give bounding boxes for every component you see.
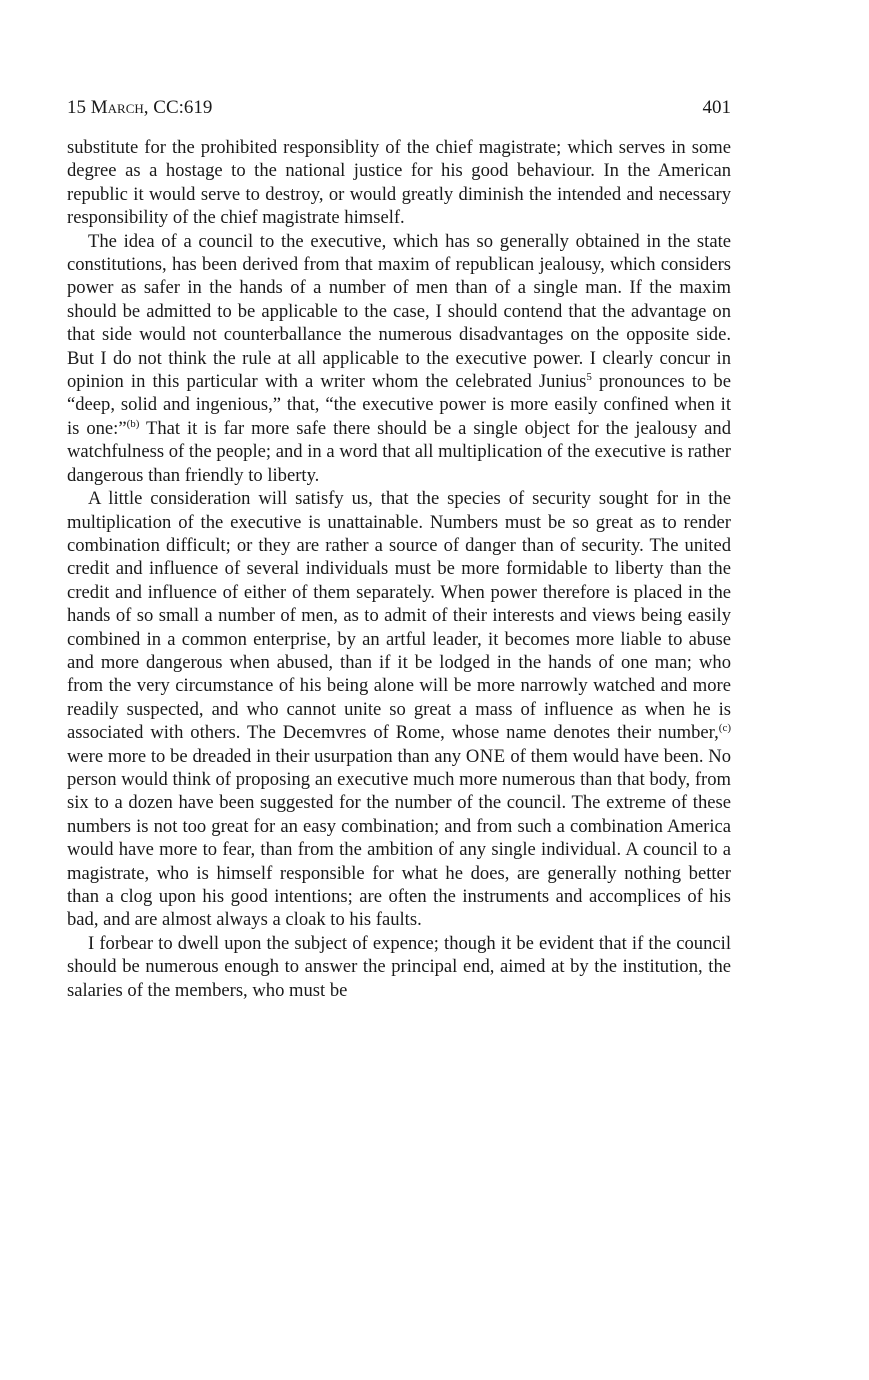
header-cc-reference: , CC:619 [143,97,213,118]
paragraph-continued: substitute for the prohibited responsiblity of the chief magistrate; which serves in some degree as a hostage to the national justice for his good behaviour. In the American republic it would serve to destroy, or would greatly diminish the intended and necessary responsibility of the chief magistrate himself. [67,137,731,229]
paragraph-text: That it is far more safe there should be a single object for the jealousy and watchfulness of the people; and in a word that all multiplication of the executive is rather dangerous than friendly to liberty. [67,417,731,486]
paragraph-security [67,487,731,932]
header-date: 15 [67,97,91,118]
paragraph-expence: I forbear to dwell upon the subject of expence; though it be evident that if the council should be numerous enough to answer the principal end, aimed at by the institution, the salaries of the members, who must be [67,932,731,1001]
running-head-reference [67,96,212,120]
paragraph-text: A little consideration will satisfy us, that the species of security sought for in the multiplication of the executive is unattainable. Numbers must be so great as to render combination difficult; or they are rather a source of danger than of security. The united credit and influence of several individuals must be more formidable to liberty than the credit and influence of either of them separately. When power therefore is placed in the hands of so small a number of men, as to admit of their interests and views being easily combined in a common enterprise, by an artful leader, it becomes more liable to abuse and more dangerous when abused, than if it be lodged in the hands of one man; who from the very circumstance of his being alone will be more narrowly watched and more readily suspected, and who cannot unite so great a mass of influence as when he is associated with others. The Decemvres of Rome, whose name denotes their number, [67,488,731,744]
running-head [67,96,731,136]
body-text [67,136,731,1002]
header-month: March [90,97,144,118]
emphasis-one: ONE [465,745,506,767]
footnote-marker-c: (c) [718,721,731,734]
paragraph-text: The idea of a council to the executive, which has so generally obtained in the state constitutions, has been derived from that maxim of republican jealousy, which considers power as safer in the hands of a number of men than of a single man. If the maxim should be admitted to be applicable to the case, I should contend that the advantage on that side would not counterballance the numerous disadvantages on the opposite side. But I do not think the rule at all applicable to the executive power. I clearly concur in opinion in this particular with a writer whom the celebrated Junius [67,230,731,393]
paragraph-text: pronounces to be “deep, solid and ingenious,” that, “the executive power is more easily confined when it is one:” [67,371,731,439]
footnote-marker-5: 5 [586,370,592,383]
paragraph-council-idea [67,230,731,487]
footnote-marker-b: (b) [126,417,140,430]
paragraph-text: were more to be dreaded in their usurpation than any [67,745,466,767]
page-number: 401 [702,97,731,118]
document-page [67,96,731,1002]
paragraph-text: of them would have been. No person would think of proposing an executive much more numerous than that body, from six to a dozen have been suggested for the number of the council. The extreme of these numbers is not too great for an easy combination; and from such a combination America would have more to fear, than from the ambition of any single individual. A council to a magistrate, who is himself responsible for what he does, are generally nothing better than a clog upon his good intentions; are often the instruments and accomplices of his bad, and are almost always a cloak to his faults. [67,745,731,931]
